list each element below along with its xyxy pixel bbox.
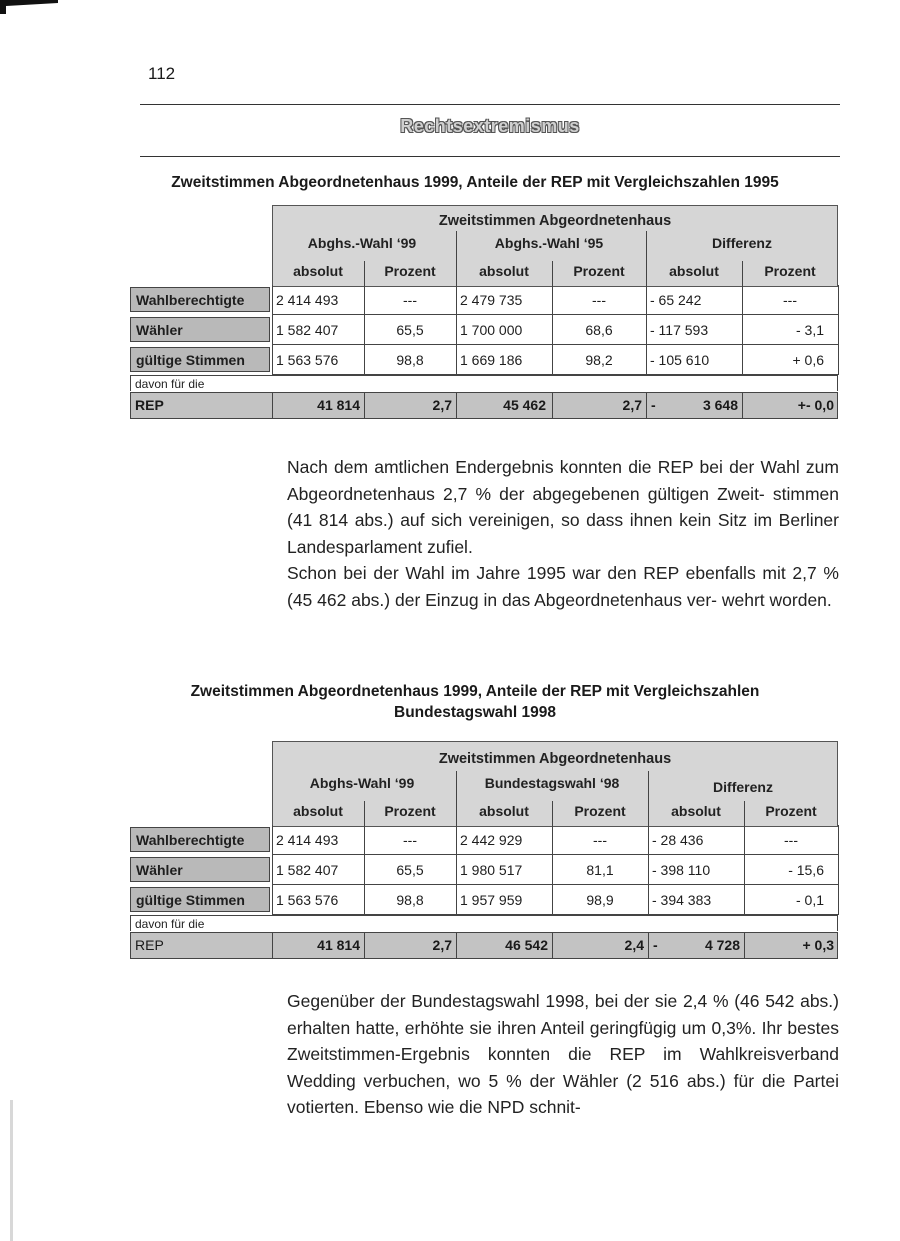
table1-cell: --- [592,292,606,308]
header-rule-top [140,104,840,105]
table2-rep-cell: 46 542 [505,937,548,953]
table1-sub-3: absolut [479,263,529,279]
table1-row-label: Wahlberechtigte [130,287,270,312]
table2-sub-1: absolut [293,803,343,819]
table1-cell: + 0,6 [792,352,824,368]
table1-cell: 98,2 [585,352,613,368]
table2-cell: - 28 436 [652,832,704,848]
paragraph-1-part-1: Nach dem amtlichen Endergebnis konnten die REP bei der Wahl zum Abgeordnetenhaus 2,7 % der abgegebenen gültigen Zweit- stimmen (41 814 abs.) auf sich vereinigen, so dass ihnen kein Sitz im Berliner Landesparlament zufiel. [287,457,839,557]
paragraph-1-part-2: Schon bei der Wahl im Jahre 1995 war den REP ebenfalls mit 2,7 % (45 462 abs.) der Einzug in das Abgeordnetenhaus ver- wehrt worden. [287,563,839,610]
section-header: Rechtsextremismus [400,116,580,136]
table1-divider [742,261,743,285]
table1-cell: --- [783,292,797,308]
table2-cell: - 0,1 [795,892,824,908]
table1-divider [838,285,839,375]
table2-rep-cell: 2,4 [624,937,644,953]
table1-divider [646,231,647,285]
page-number: 112 [148,64,176,83]
scan-edge-shadow [10,1100,13,1241]
table2-row-label: gültige Stimmen [130,887,270,912]
table1-rep-cell: 3 648 [702,397,738,413]
table2-sub-5: absolut [671,803,721,819]
table2-row-label: Wähler [130,857,270,882]
table2-row-rule [272,854,838,855]
table2-sub-3: absolut [479,803,529,819]
table2-divider [552,801,553,825]
table2-divider [838,825,839,915]
table1-sub-4: Prozent [573,263,625,279]
table2-cell: 1 582 407 [276,862,339,878]
table1-row-label: gültige Stimmen [130,347,270,372]
table1-cell: 2 414 493 [276,292,339,308]
table2-cell: 81,1 [586,862,614,878]
table2 [130,741,838,966]
table2-cell: - 394 383 [652,892,712,908]
table2-sub-2: Prozent [384,803,436,819]
table2-cell: 1 957 959 [460,892,523,908]
table2-row-rule [272,884,838,885]
table1-cell: 98,8 [396,352,424,368]
table1-cell: - 65 242 [650,292,702,308]
scan-corner-mark [0,0,60,14]
table2-sub-4: Prozent [574,803,626,819]
table2-cell: - 15,6 [788,862,824,878]
table2-cell: 65,5 [396,862,424,878]
table2-group-3: Differenz [713,779,773,795]
table1-rep-cell: 2,7 [622,397,642,413]
table1-rep-cell: 45 462 [503,397,546,413]
table1-cell: 1 582 407 [276,322,339,338]
table2-rep-cell: 2,7 [432,937,452,953]
table1-divider [552,261,553,285]
table2-sub-6: Prozent [765,803,817,819]
paragraph-2: Gegenüber der Bundestagswahl 1998, bei der sie 2,4 % (46 542 abs.) erhalten hatte, erhöhte sie ihren Anteil geringfügig um 0,3%. Ihr bestes Zweitstimmen-Ergebnis konnten die REP im Wahlkreisverband Wedding verbuchen, wo 5 % der Wähler (2 516 abs.) für die Partei votierten. Ebenso wie die NPD schnit- [287,991,839,1117]
table1-row-label: Wähler [130,317,270,342]
table2-cell: 98,8 [396,892,424,908]
table1-cell: 1 669 186 [460,352,523,368]
table1 [130,205,838,425]
table1-row-rule [272,344,838,345]
table2-rep-cell: 41 814 [317,937,360,953]
table1-divider [364,261,365,285]
table1-row-rule [272,314,838,315]
table1-sub-1: absolut [293,263,343,279]
table2-rep-cell: - [653,937,658,953]
table1-sub-6: Prozent [764,263,816,279]
table1-sub-5: absolut [669,263,719,279]
table2-rep-cell: 4 728 [704,937,740,953]
table2-title: Zweitstimmen Abgeordnetenhaus [438,751,672,767]
table2-cell: --- [593,832,607,848]
table1-cell: 1 563 576 [276,352,339,368]
table2-caption-line1: Zweitstimmen Abgeordnetenhaus 1999, Anteile der REP mit Vergleichszahlen [190,683,760,700]
header-rule-bottom [140,156,840,157]
table2-group-1: Abghs-Wahl ‘99 [309,775,415,791]
table2-cell: 2 414 493 [276,832,339,848]
paragraph-1 [287,454,839,613]
table2-divider [744,801,745,825]
table1-cell: - 105 610 [650,352,710,368]
table2-cell: --- [403,832,417,848]
table1-cell: 1 700 000 [460,322,523,338]
table1-cell: 65,5 [396,322,424,338]
table1-caption: Zweitstimmen Abgeordnetenhaus 1999, Anteile der REP mit Vergleichszahlen 1995 [171,174,779,191]
table2-rep-cell: + 0,3 [802,937,834,953]
table1-rep-cell: 41 814 [317,397,360,413]
table1-rep-label: REP [135,397,164,413]
table2-row-label: Wahlberechtigte [130,827,270,852]
table1-group-1: Abghs.-Wahl ‘99 [307,235,417,251]
table2-divider [364,801,365,825]
table1-group-3: Differenz [712,235,772,251]
table1-group-2: Abghs.-Wahl ‘95 [494,235,604,251]
table2-group-2: Bundestagswahl ‘98 [484,775,620,791]
table1-title: Zweitstimmen Abgeordnetenhaus [438,213,672,229]
table1-cell: 68,6 [585,322,613,338]
table2-rep-label: REP [135,937,164,953]
table2-cell: 1 980 517 [460,862,523,878]
table1-davon-label: davon für die [130,375,838,391]
table2-caption-line2: Bundestagswahl 1998 [394,704,556,721]
table1-cell: - 117 593 [650,322,709,338]
table1-sub-2: Prozent [384,263,436,279]
table1-cell: 2 479 735 [460,292,523,308]
table1-divider [456,231,457,285]
table2-cell: - 398 110 [652,862,711,878]
table2-cell: --- [784,832,798,848]
table1-rep-cell: +- 0,0 [797,397,834,413]
table1-rep-cell: 2,7 [432,397,452,413]
table2-divider [648,771,649,825]
table2-cell: 2 442 929 [460,832,523,848]
table1-cell: - 3,1 [795,322,824,338]
table2-divider [456,771,457,825]
table2-davon-label: davon für die [130,915,838,931]
table2-divider [648,932,649,959]
table2-cell: 1 563 576 [276,892,339,908]
table1-cell: --- [403,292,417,308]
table2-cell: 98,9 [586,892,614,908]
table1-rep-cell: - [651,397,656,413]
table1-divider [646,392,647,419]
